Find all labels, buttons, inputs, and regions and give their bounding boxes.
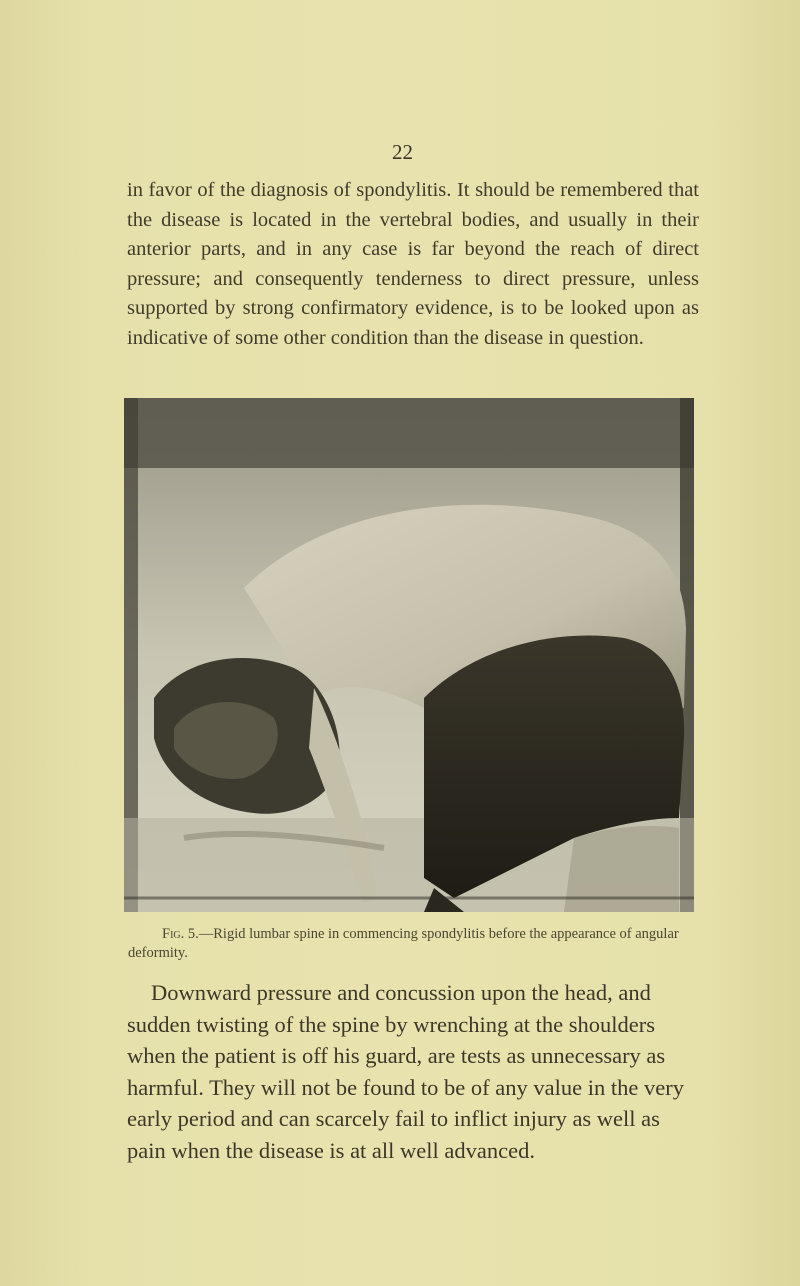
top-paragraph: in favor of the diagnosis of spondylitis. It should be remembered that the disease is located in the vertebral bodies, and usually in their anterior parts, and in any case is far beyond the reach of direct pressure; and consequently tenderness to direct pressure, unless supported by strong confirmatory evidence, is to be looked upon as indicative of some other condition than the disease in question. bbox=[127, 179, 699, 349]
figure-caption bbox=[128, 925, 698, 963]
figure-caption-text: —Rigid lumbar spine in commencing spondylitis before the appearance of angular deformity. bbox=[128, 926, 679, 961]
photograph-bent-over-child bbox=[124, 398, 694, 912]
page-number: 22 bbox=[392, 140, 413, 164]
figure-photograph bbox=[124, 398, 694, 912]
figure-caption-label: Fig. 5. bbox=[162, 926, 199, 942]
bottom-paragraph: Downward pressure and concussion upon the head, and sudden twisting of the spine by wrenching at the shoulders when the patient is off his guard, are tests as unnecessary as harmful. They will not be found to be of any value in the very early period and can scarcely fail to inflict injury as well as pain when the disease is at all well advanced. bbox=[127, 980, 684, 1163]
